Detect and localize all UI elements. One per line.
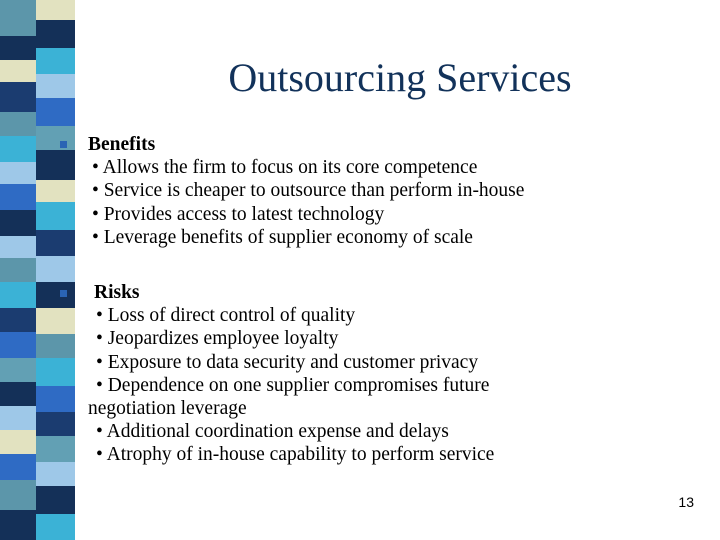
stripe-band [0,430,36,454]
stripe-band [0,60,36,82]
stripe-band [0,112,36,136]
stripe-band [0,0,36,36]
stripe-band [0,210,36,236]
square-bullet-icon [60,290,67,297]
stripe-band [0,382,36,406]
square-bullet-icon [60,141,67,148]
list-item: • Atrophy of in-house capability to perform service [96,444,495,466]
stripe-band [36,308,75,334]
stripe-band [36,98,75,126]
stripe-band [36,74,75,98]
stripe-band [0,406,36,430]
stripe-band [0,36,36,60]
list-item-continuation: negotiation leverage [88,398,247,420]
decorative-side-stripe [0,0,75,540]
stripe-band [0,332,36,358]
list-item: • Exposure to data security and customer privacy [96,351,479,373]
risks-section [88,281,494,467]
stripe-band [36,358,75,386]
stripe-band [0,258,36,282]
list-item: • Service is cheaper to outsource than perform in-house [92,180,525,202]
list-item: • Provides access to latest technology [92,203,385,225]
stripe-band [36,436,75,462]
stripe-band [36,412,75,436]
stripe-band [36,462,75,486]
stripe-band [36,180,75,202]
stripe-band [0,358,36,382]
stripe-band [36,126,75,150]
list-item: • Leverage benefits of supplier economy of scale [92,226,473,248]
stripe-band [36,202,75,230]
benefits-section [88,133,524,249]
stripe-band [36,514,75,540]
stripe-band [36,20,75,48]
stripe-band [0,480,36,510]
stripe-band [36,230,75,256]
slide-title: Outsourcing Services [228,55,572,100]
stripe-band [36,0,75,20]
stripe-band [0,82,36,112]
stripe-band [0,162,36,184]
list-item: • Additional coordination expense and delays [96,421,449,443]
stripe-band [36,150,75,180]
stripe-band [0,136,36,162]
list-item: • Jeopardizes employee loyalty [96,328,339,350]
stripe-band [36,486,75,514]
stripe-band [36,386,75,412]
page-number: 13 [678,494,694,510]
stripe-band [36,48,75,74]
stripe-band [0,454,36,480]
list-item: • Allows the firm to focus on its core competence [92,157,478,179]
list-item: • Loss of direct control of quality [96,305,356,327]
stripe-band [36,334,75,358]
stripe-band [0,308,36,332]
list-item: • Dependence on one supplier compromises future [96,374,490,396]
stripe-band [0,184,36,210]
benefits-heading: Benefits [88,134,156,155]
stripe-band [36,282,75,308]
stripe-band [0,282,36,308]
stripe-band [0,510,36,540]
risks-heading: Risks [94,282,140,303]
stripe-band [0,236,36,258]
stripe-band [36,256,75,282]
